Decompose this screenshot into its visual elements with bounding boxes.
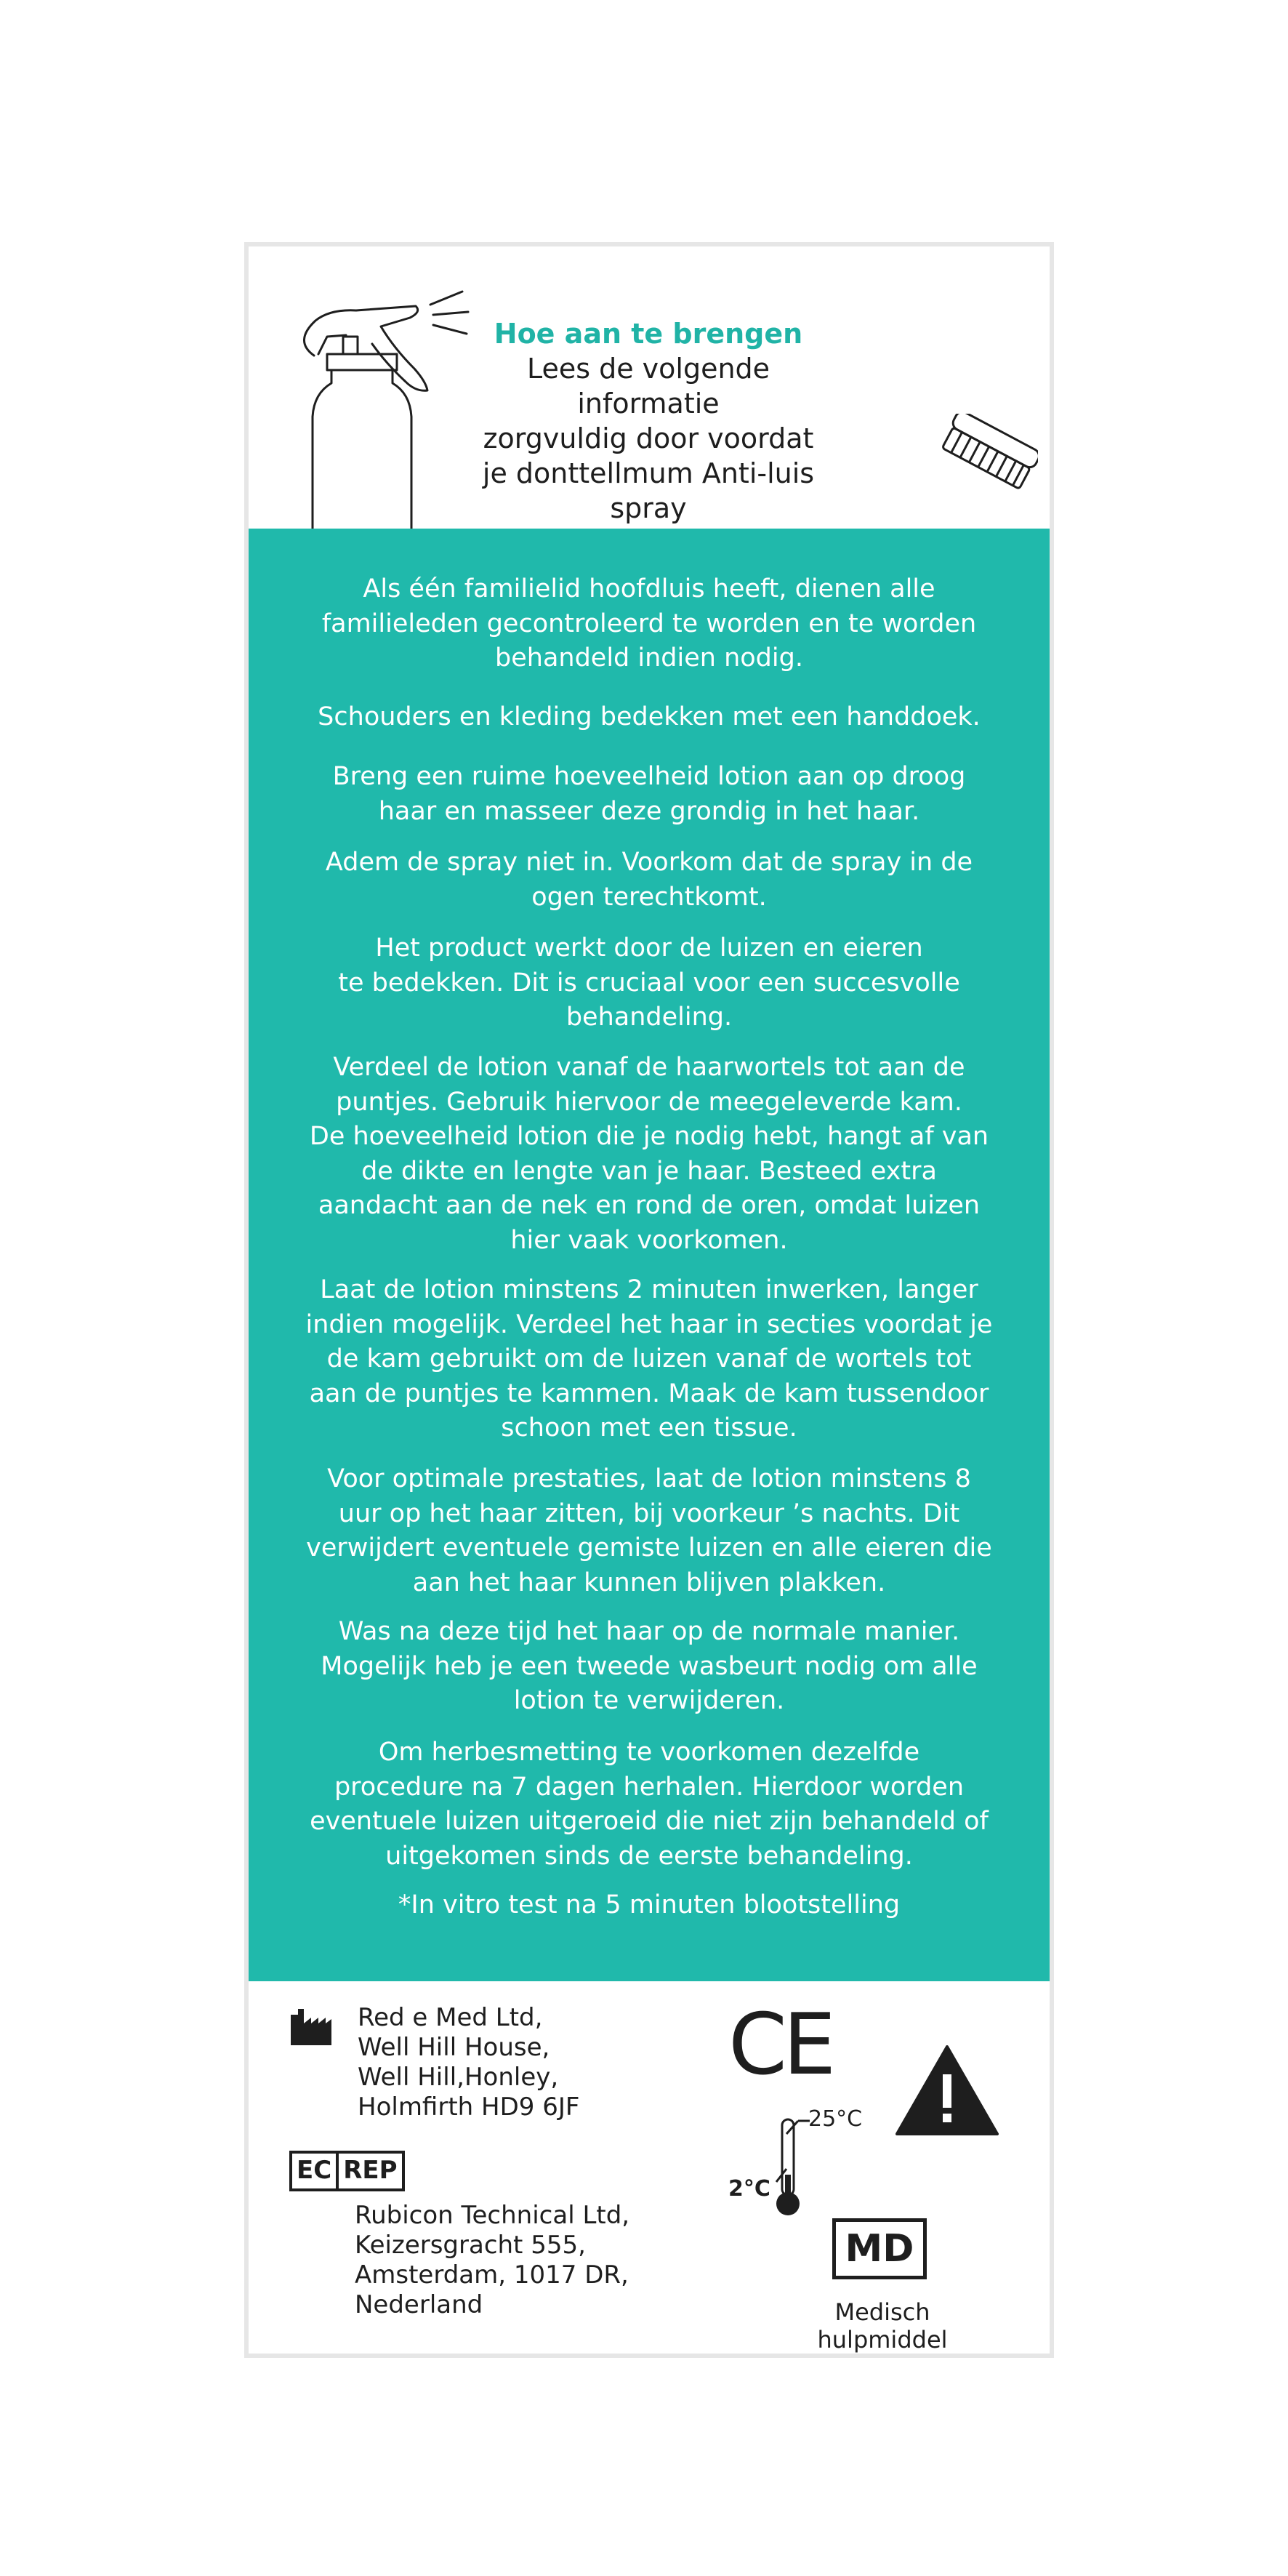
representative-address: Rubicon Technical Ltd, Keizersgracht 555, Amsterdam, 1017 DR, Nederland [355,2201,630,2319]
leaflet-header [249,246,1050,529]
instruction-paragraph: Verdeel de lotion vanaf de haarwortels tot aan de puntjes. Gebruik hiervoor de meegeleverde kam. De hoeveelheid lotion die je nodig hebt, hangt af van de dikte en lengte van je haar. Besteed extra aandacht aan de nek en rond de oren, omdat luizen hier vaak voorkomen. [309,1053,989,1255]
temp-min-label: 2°C [728,2176,770,2202]
spray-bottle-icon [285,283,474,530]
in-vitro-footnote: *In vitro test na 5 minuten blootstelling [398,1890,901,1919]
product-leaflet [244,242,1054,2358]
instruction-paragraph: Adem de spray niet in. Voorkom dat de spray in de ogen terechtkomt. [325,848,973,912]
instruction-paragraph: Het product werkt door de luizen en eieren te bedekken. Dit is cruciaal voor een succesvolle behandeling. [338,934,960,1032]
instructions-panel [249,529,1050,1981]
warning-icon [895,2045,999,2135]
instruction-paragraph: Om herbesmetting te voorkomen dezelfde procedure na 7 dagen herhalen. Hierdoor worden eventuele luizen uitgeroeid die niet zijn behandeld of uitgekomen sinds de eerste behandeling. [310,1738,989,1871]
instruction-paragraph: Was na deze tijd het haar op de normale manier. Mogelijk heb je een tweede wasbeurt nodig om alle lotion te verwijderen. [321,1617,978,1715]
manufacturer-address: Red e Med Ltd, Well Hill House, Well Hill,Honley, Holmfirth HD9 6JF [358,2003,580,2122]
temp-max-label: 25°C [808,2106,863,2132]
instruction-paragraph: Breng een ruime hoeveelheid lotion aan op droog haar en masseer deze grondig in het haar. [332,762,966,826]
instruction-paragraph: Schouders en kleding bedekken met een handdoek. [318,702,981,731]
header-intro: Lees de volgende informatie zorgvuldig door voordat je donttellmum Anti-luis spray [482,353,815,524]
ce-mark: CE [728,1996,832,2094]
instruction-paragraph: Als één familielid hoofdluis heeft, dienen alle familieleden gecontroleerd te worden en te worden behandeld indien nodig. [321,574,977,673]
regulatory-footer [249,1981,1050,2354]
manufacturer-icon [291,2009,331,2045]
instruction-paragraph: Laat de lotion minstens 2 minuten inwerken, langer indien mogelijk. Verdeel het haar in secties voordat je de kam gebruikt om de luizen vanaf de wortels tot aan de puntjes te kammen. Maak de kam tussendoor schoon met een tissue. [305,1275,993,1443]
instruction-paragraph: Voor optimale prestaties, laat de lotion minstens 8 uur op het haar zitten, bij voorkeur ’s nachts. Dit verwijdert eventuele gemiste luizen en alle eieren die aan het haar kunnen blijven plakken. [306,1464,992,1597]
md-symbol: MD [832,2218,927,2279]
ec-rep-badge: EC REP [289,2151,405,2191]
md-caption: Medisch hulpmiddel [817,2298,948,2354]
how-to-apply-title: Hoe aan te brengen [494,318,803,350]
comb-icon [939,414,1038,494]
